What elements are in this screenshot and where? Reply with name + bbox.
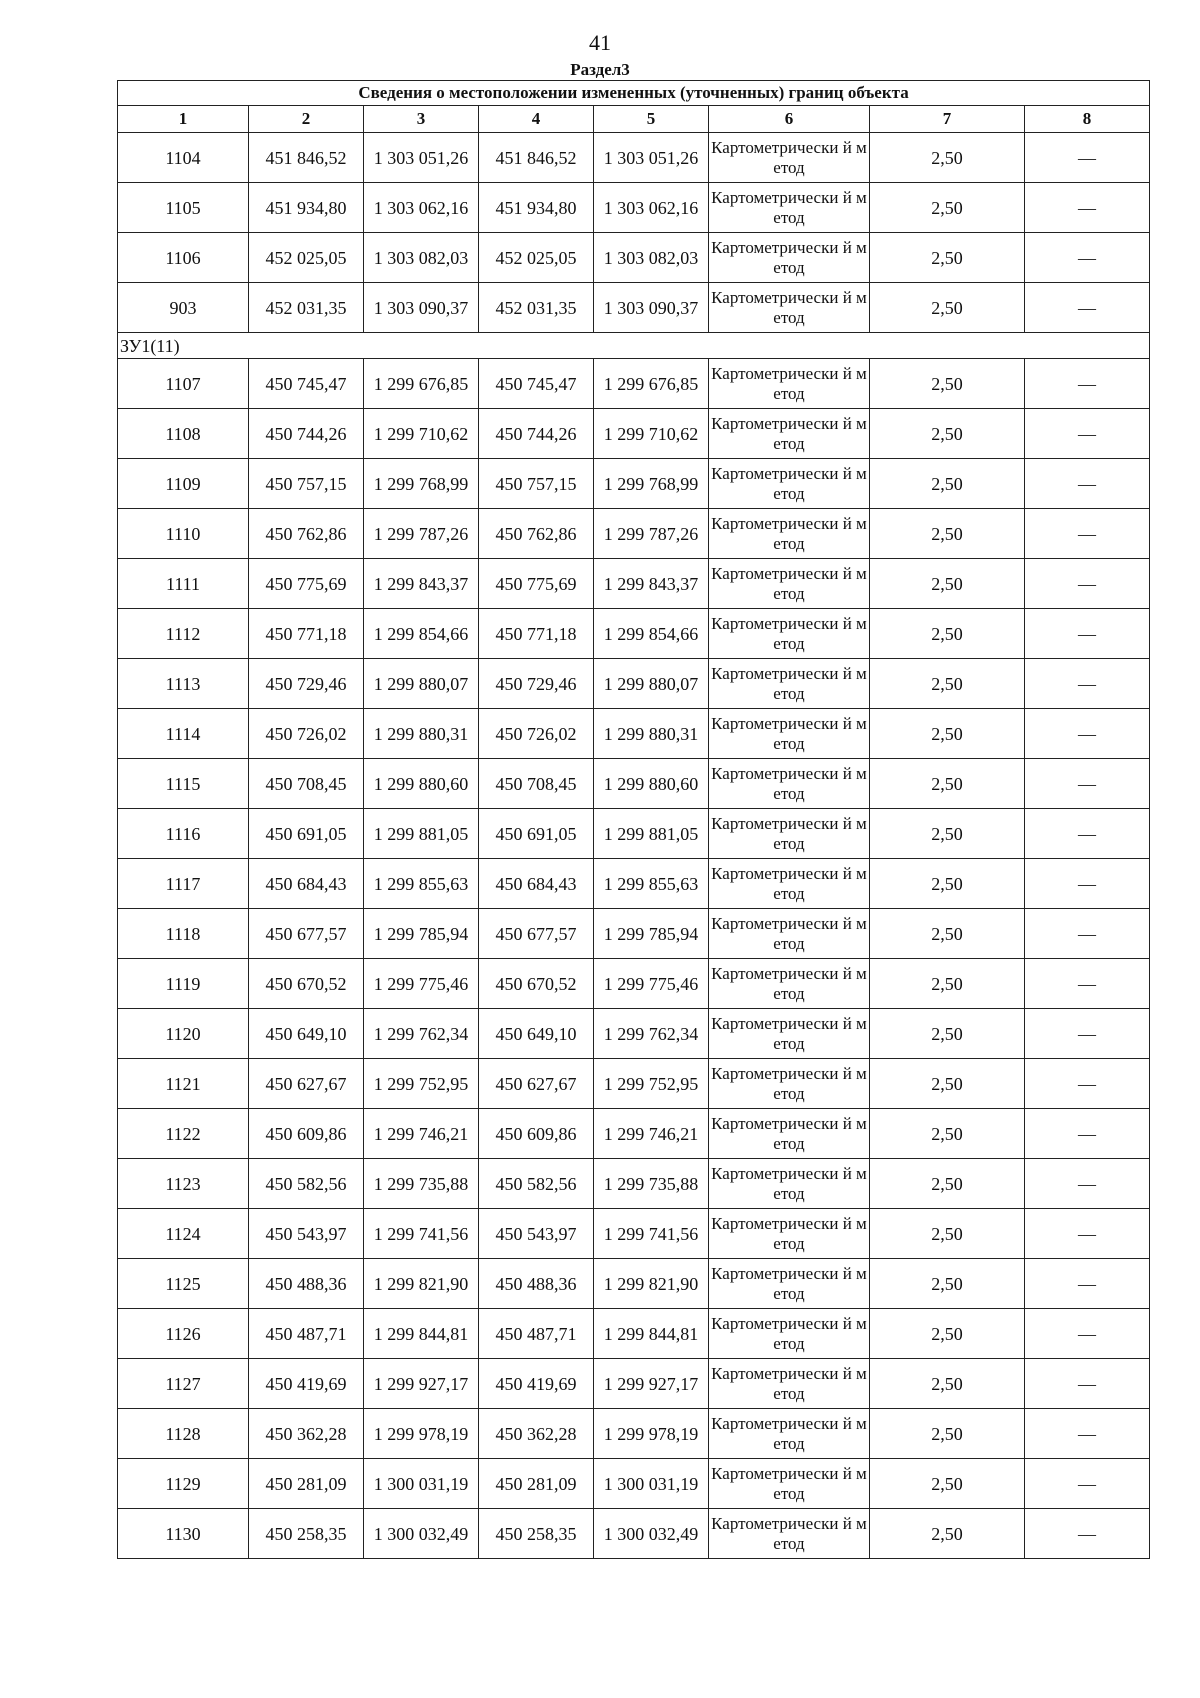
table-cell: 1 299 775,46 [364,959,479,1009]
table-cell: 450 762,86 [249,509,364,559]
table-cell: — [1025,183,1150,233]
table-cell: 1115 [118,759,249,809]
table-cell: 1 299 676,85 [364,359,479,409]
table-row [118,1359,1150,1409]
table-row [118,283,1150,333]
table-row [118,959,1150,1009]
table-cell: 452 031,35 [479,283,594,333]
table-cell: 1 299 880,60 [594,759,709,809]
table-cell: — [1025,283,1150,333]
table-cell: 450 609,86 [249,1109,364,1159]
table-title: Сведения о местоположении измененных (уточненных) границ объекта [118,81,1150,106]
table-cell: 1 299 746,21 [364,1109,479,1159]
table-cell: 450 258,35 [249,1509,364,1559]
table-cell: — [1025,1409,1150,1459]
table-cell: — [1025,909,1150,959]
table-cell: Картометрически й метод [709,509,870,559]
table-cell: 1 300 031,19 [364,1459,479,1509]
table-cell: 1 303 090,37 [594,283,709,333]
table-cell: Картометрически й метод [709,1509,870,1559]
table-cell: 2,50 [870,1259,1025,1309]
table-cell: 450 684,43 [479,859,594,909]
table-cell: 450 281,09 [479,1459,594,1509]
table-cell: 450 744,26 [249,409,364,459]
table-cell: — [1025,233,1150,283]
column-number: 3 [364,106,479,133]
table-cell: 1 299 785,94 [594,909,709,959]
table-cell: 450 582,56 [249,1159,364,1209]
table-title-row [118,81,1150,106]
table-cell: Картометрически й метод [709,133,870,183]
table-cell: 450 775,69 [479,559,594,609]
table-cell: 1123 [118,1159,249,1209]
table-cell: 1 299 710,62 [364,409,479,459]
table-cell: — [1025,759,1150,809]
table-cell: 450 775,69 [249,559,364,609]
table-row [118,709,1150,759]
table-row [118,359,1150,409]
table-cell: 1120 [118,1009,249,1059]
table-cell: 450 488,36 [249,1259,364,1309]
boundary-table [117,80,1150,1559]
table-cell: 450 670,52 [479,959,594,1009]
table-cell: 903 [118,283,249,333]
table-cell: Картометрически й метод [709,1009,870,1059]
table-cell: 1 299 787,26 [594,509,709,559]
table-cell: 2,50 [870,759,1025,809]
table-row [118,409,1150,459]
table-cell: 1 299 768,99 [594,459,709,509]
column-number: 8 [1025,106,1150,133]
table-cell: 1129 [118,1459,249,1509]
table-cell: 2,50 [870,1209,1025,1259]
table-cell: 452 031,35 [249,283,364,333]
table-cell: Картометрически й метод [709,959,870,1009]
table-cell: 1119 [118,959,249,1009]
table-cell: Картометрически й метод [709,909,870,959]
table-cell: 1 299 752,95 [364,1059,479,1109]
table-cell: 1105 [118,183,249,233]
table-cell: 2,50 [870,859,1025,909]
table-cell: 1114 [118,709,249,759]
table-cell: Картометрически й метод [709,233,870,283]
table-row [118,1259,1150,1309]
table-cell: 450 419,69 [479,1359,594,1409]
table-cell: Картометрически й метод [709,1409,870,1459]
table-cell: Картометрически й метод [709,659,870,709]
table-cell: Картометрически й метод [709,1059,870,1109]
table-cell: 2,50 [870,809,1025,859]
table-cell: 2,50 [870,909,1025,959]
page-number: 41 [589,30,611,55]
table-row [118,1409,1150,1459]
table-cell: — [1025,859,1150,909]
table-cell: 1 303 082,03 [594,233,709,283]
table-cell: Картометрически й метод [709,409,870,459]
table-cell: 1113 [118,659,249,709]
table-cell: 1 299 881,05 [594,809,709,859]
table-row [118,1159,1150,1209]
group-header-row [118,333,1150,359]
table-cell: 450 627,67 [479,1059,594,1109]
table-cell: 1112 [118,609,249,659]
table-row [118,559,1150,609]
table-cell: 450 729,46 [479,659,594,709]
table-row [118,1059,1150,1109]
table-cell: Картометрически й метод [709,1159,870,1209]
table-cell: 2,50 [870,1009,1025,1059]
table-cell: Картометрически й метод [709,609,870,659]
table-cell: 1 299 855,63 [594,859,709,909]
table-cell: 450 543,97 [249,1209,364,1259]
table-cell: 450 627,67 [249,1059,364,1109]
table-cell: 1 299 746,21 [594,1109,709,1159]
table-cell: 2,50 [870,1109,1025,1159]
table-cell: — [1025,133,1150,183]
table-cell: — [1025,559,1150,609]
table-cell: 1 299 735,88 [594,1159,709,1209]
column-number: 6 [709,106,870,133]
table-cell: 1 299 844,81 [594,1309,709,1359]
table-cell: 1 299 775,46 [594,959,709,1009]
table-body [118,81,1150,1559]
table-row [118,809,1150,859]
table-row [118,233,1150,283]
table-cell: Картометрически й метод [709,1259,870,1309]
table-cell: 2,50 [870,1159,1025,1209]
table-cell: 2,50 [870,1509,1025,1559]
table-cell: 1 299 927,17 [594,1359,709,1409]
table-cell: — [1025,359,1150,409]
table-cell: — [1025,409,1150,459]
table-cell: 1 299 880,31 [364,709,479,759]
table-cell: 1 300 032,49 [594,1509,709,1559]
table-cell: 1 299 855,63 [364,859,479,909]
table-cell: 1 299 821,90 [594,1259,709,1309]
table-cell: Картометрически й метод [709,859,870,909]
table-cell: 2,50 [870,659,1025,709]
table-row [118,509,1150,559]
table-cell: 1 299 735,88 [364,1159,479,1209]
table-cell: 1 299 854,66 [594,609,709,659]
table-cell: 450 684,43 [249,859,364,909]
table-cell: 2,50 [870,1059,1025,1109]
table-cell: — [1025,1459,1150,1509]
table-cell: 1 299 978,19 [594,1409,709,1459]
table-cell: 450 745,47 [479,359,594,409]
table-cell: 1 299 843,37 [594,559,709,609]
table-cell: 452 025,05 [249,233,364,283]
table-cell: 451 846,52 [249,133,364,183]
table-cell: 1128 [118,1409,249,1459]
table-cell: 450 649,10 [479,1009,594,1059]
table-cell: 1 299 880,31 [594,709,709,759]
table-cell: 1 299 741,56 [594,1209,709,1259]
table-cell: — [1025,1109,1150,1159]
table-cell: Картометрически й метод [709,809,870,859]
table-cell: — [1025,1309,1150,1359]
table-cell: — [1025,1159,1150,1209]
table-row [118,183,1150,233]
table-cell: — [1025,1359,1150,1409]
table-cell: — [1025,1509,1150,1559]
table-cell: 2,50 [870,359,1025,409]
column-number: 5 [594,106,709,133]
table-cell: 450 543,97 [479,1209,594,1259]
table-cell: 1 299 880,07 [364,659,479,709]
table-cell: 450 362,28 [249,1409,364,1459]
table-row [118,759,1150,809]
table-cell: 450 708,45 [479,759,594,809]
table-cell: 451 934,80 [249,183,364,233]
table-cell: 450 677,57 [249,909,364,959]
table-row [118,609,1150,659]
table-cell: 1 299 676,85 [594,359,709,409]
table-cell: 2,50 [870,459,1025,509]
table-cell: 1 299 762,34 [594,1009,709,1059]
table-cell: 1 299 880,60 [364,759,479,809]
table-cell: 2,50 [870,1359,1025,1409]
table-cell: 450 744,26 [479,409,594,459]
column-number: 2 [249,106,364,133]
table-cell: 1124 [118,1209,249,1259]
table-cell: — [1025,609,1150,659]
table-row [118,909,1150,959]
table-cell: 2,50 [870,1409,1025,1459]
table-cell: Картометрически й метод [709,559,870,609]
table-cell: 450 691,05 [249,809,364,859]
table-cell: Картометрически й метод [709,183,870,233]
table-cell: 450 691,05 [479,809,594,859]
table-cell: 1106 [118,233,249,283]
column-number: 1 [118,106,249,133]
table-cell: 1107 [118,359,249,409]
table-cell: 450 488,36 [479,1259,594,1309]
table-cell: 1 303 051,26 [594,133,709,183]
table-cell: 450 677,57 [479,909,594,959]
table-cell: 450 487,71 [249,1309,364,1359]
table-cell: — [1025,1209,1150,1259]
table-cell: 450 487,71 [479,1309,594,1359]
table-cell: 1 303 082,03 [364,233,479,283]
table-cell: 2,50 [870,183,1025,233]
table-cell: 450 649,10 [249,1009,364,1059]
table-cell: 450 745,47 [249,359,364,409]
table-cell: 1130 [118,1509,249,1559]
table-cell: 1 299 710,62 [594,409,709,459]
table-cell: 450 609,86 [479,1109,594,1159]
table-cell: 2,50 [870,709,1025,759]
table-cell: 450 762,86 [479,509,594,559]
table-cell: 2,50 [870,1459,1025,1509]
table-cell: 1 299 881,05 [364,809,479,859]
table-cell: 2,50 [870,609,1025,659]
table-cell: 450 419,69 [249,1359,364,1409]
table-cell: 1 299 843,37 [364,559,479,609]
table-row [118,1309,1150,1359]
table-cell: 1110 [118,509,249,559]
table-cell: 1126 [118,1309,249,1359]
table-cell: 2,50 [870,233,1025,283]
group-label: ЗУ1(11) [118,333,1150,359]
table-cell: Картометрически й метод [709,359,870,409]
table-cell: — [1025,809,1150,859]
table-cell: 1104 [118,133,249,183]
table-cell: — [1025,509,1150,559]
table-cell: 1 300 032,49 [364,1509,479,1559]
table-cell: 2,50 [870,133,1025,183]
table-cell: 2,50 [870,959,1025,1009]
table-cell: 1 299 844,81 [364,1309,479,1359]
table-cell: 1121 [118,1059,249,1109]
table-cell: 1 303 062,16 [364,183,479,233]
table-cell: 1125 [118,1259,249,1309]
table-cell: 1 299 762,34 [364,1009,479,1059]
table-cell: Картометрически й метод [709,1209,870,1259]
table-cell: — [1025,1259,1150,1309]
table-cell: 1 299 752,95 [594,1059,709,1109]
table-cell: 1 299 785,94 [364,909,479,959]
table-cell: 450 726,02 [249,709,364,759]
table-cell: 1109 [118,459,249,509]
table-cell: 450 708,45 [249,759,364,809]
table-cell: 2,50 [870,509,1025,559]
table-cell: 1118 [118,909,249,959]
table-cell: 1 299 880,07 [594,659,709,709]
table-cell: 1116 [118,809,249,859]
table-cell: 1 300 031,19 [594,1459,709,1509]
table-row [118,659,1150,709]
table-cell: 1 299 978,19 [364,1409,479,1459]
table-cell: 1 299 821,90 [364,1259,479,1309]
table-cell: 450 582,56 [479,1159,594,1209]
column-number: 7 [870,106,1025,133]
table-row [118,133,1150,183]
table-row [118,1459,1150,1509]
table-cell: — [1025,459,1150,509]
table-cell: Картометрически й метод [709,283,870,333]
table-cell: 1 303 062,16 [594,183,709,233]
table-cell: — [1025,959,1150,1009]
table-cell: Картометрически й метод [709,709,870,759]
table-cell: 1 303 090,37 [364,283,479,333]
table-row [118,1509,1150,1559]
column-number-row [118,106,1150,133]
table-cell: Картометрически й метод [709,459,870,509]
table-cell: 450 362,28 [479,1409,594,1459]
table-cell: 450 757,15 [479,459,594,509]
table-cell: 1 299 927,17 [364,1359,479,1409]
table-cell: 450 670,52 [249,959,364,1009]
table-row [118,859,1150,909]
table-cell: 450 258,35 [479,1509,594,1559]
table-row [118,1209,1150,1259]
table-cell: Картометрически й метод [709,1359,870,1409]
table-cell: 1122 [118,1109,249,1159]
table-cell: 450 757,15 [249,459,364,509]
table-cell: 451 846,52 [479,133,594,183]
table-cell: — [1025,1059,1150,1109]
table-cell: 451 934,80 [479,183,594,233]
table-cell: 450 729,46 [249,659,364,709]
table-cell: 1 299 768,99 [364,459,479,509]
table-cell: 1 299 854,66 [364,609,479,659]
table-cell: 2,50 [870,1309,1025,1359]
table-cell: 452 025,05 [479,233,594,283]
table-cell: Картометрически й метод [709,1309,870,1359]
table-cell: — [1025,1009,1150,1059]
table-cell: 450 771,18 [249,609,364,659]
table-cell: 1111 [118,559,249,609]
table-cell: 2,50 [870,283,1025,333]
table-row [118,459,1150,509]
table-cell: 1127 [118,1359,249,1409]
table-cell: 1 299 787,26 [364,509,479,559]
table-cell: 1117 [118,859,249,909]
column-number: 4 [479,106,594,133]
table-cell: 1 303 051,26 [364,133,479,183]
table-cell: Картометрически й метод [709,759,870,809]
table-row [118,1109,1150,1159]
table-cell: 450 771,18 [479,609,594,659]
table-cell: 2,50 [870,559,1025,609]
table-cell: 450 281,09 [249,1459,364,1509]
table-cell: Картометрически й метод [709,1459,870,1509]
table-cell: 1108 [118,409,249,459]
table-row [118,1009,1150,1059]
table-cell: 2,50 [870,409,1025,459]
section-title: Раздел3 [570,60,630,79]
table-cell: 1 299 741,56 [364,1209,479,1259]
table-cell: — [1025,709,1150,759]
table-cell: — [1025,659,1150,709]
table-cell: 450 726,02 [479,709,594,759]
table-cell: Картометрически й метод [709,1109,870,1159]
